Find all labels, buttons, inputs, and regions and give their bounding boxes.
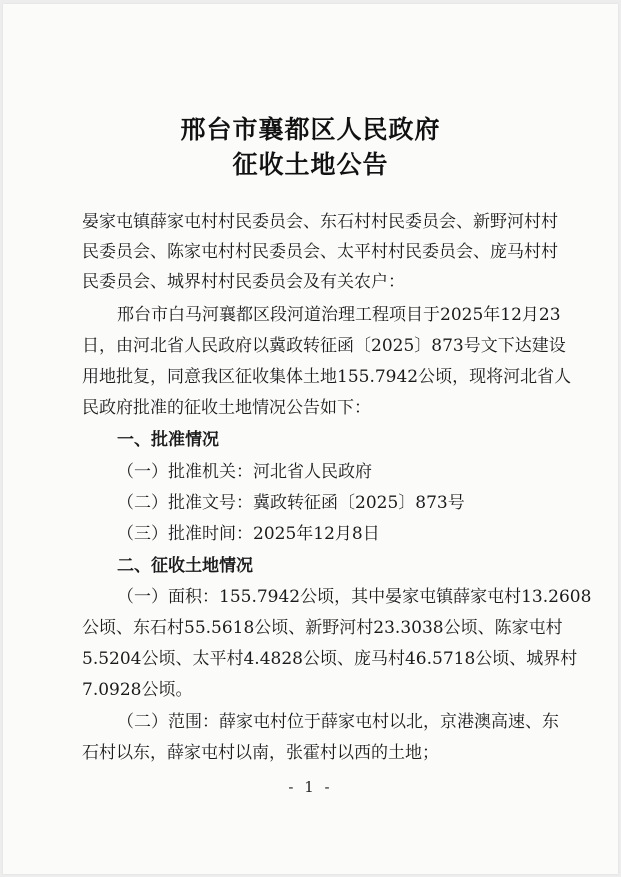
intro-paragraph-line: 邢台市白马河襄都区段河道治理工程项目于2025年12月23 [117, 305, 561, 325]
page-number: - 1 - [288, 778, 333, 796]
approval-document-number: （二）批准文号：冀政转征函〔2025〕873号 [117, 493, 465, 513]
intro-paragraph-line: 日，由河北省人民政府以冀政转征函〔2025〕873号文下达建设 [82, 336, 566, 356]
area-paragraph-line: 公顷、东石村55.5618公顷、新野河村23.3038公顷、陈家屯村 [82, 618, 563, 638]
section-heading: 一、批准情况 [117, 430, 219, 450]
addressee-line: 民委员会、城界村村民委员会及有关农户： [82, 272, 405, 292]
area-paragraph-line: （一）面积：155.7942公顷，其中晏家屯镇薛家屯村13.2608 [117, 587, 592, 607]
section-heading: 二、征收土地情况 [117, 556, 253, 576]
intro-paragraph-line: 用地批复，同意我区征收集体土地155.7942公顷，现将河北省人 [82, 367, 572, 387]
document-subtitle: 征收土地公告 [232, 150, 389, 179]
document-title: 邢台市襄都区人民政府 [180, 115, 441, 144]
area-paragraph-line: 5.5204公顷、太平村4.4828公顷、庞马村46.5718公顷、城界村 [82, 649, 578, 669]
addressee-line: 民委员会、陈家屯村村民委员会、太平村村民委员会、庞马村村 [82, 242, 558, 262]
scope-paragraph-line: （二）范围：薛家屯村位于薛家屯村以北，京港澳高速、东 [117, 712, 559, 732]
scope-paragraph-line: 石村以东，薛家屯村以南，张霍村以西的土地； [82, 743, 439, 763]
approval-authority: （一）批准机关：河北省人民政府 [117, 462, 372, 482]
intro-paragraph-line: 民政府批准的征收土地情况公告如下： [82, 398, 371, 418]
addressee-line: 晏家屯镇薛家屯村村民委员会、东石村村民委员会、新野河村村 [82, 212, 558, 232]
area-paragraph-line: 7.0928公顷。 [82, 680, 193, 700]
approval-date: （三）批准时间：2025年12月8日 [117, 524, 380, 544]
